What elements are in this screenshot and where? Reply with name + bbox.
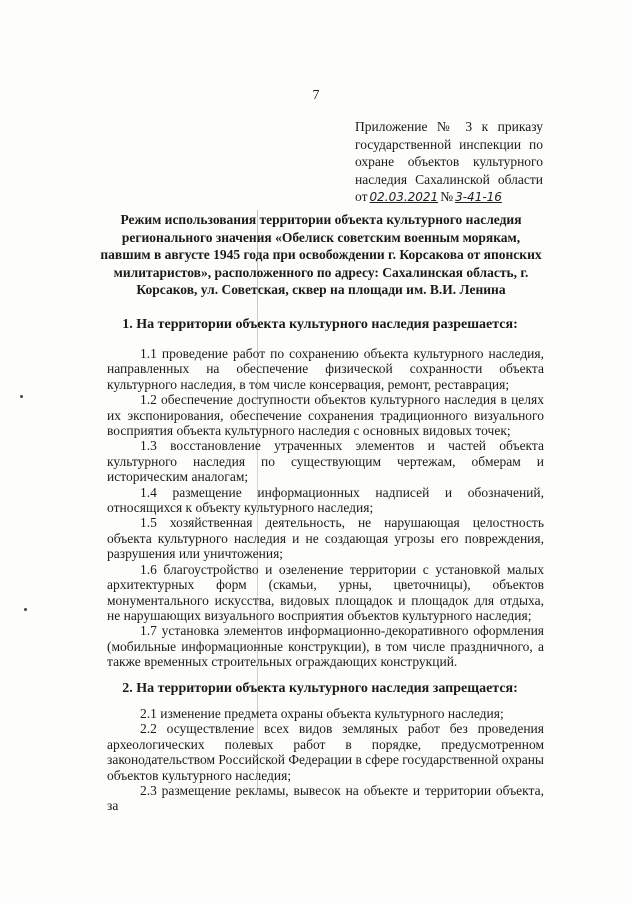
- section-1-body: [107, 346, 544, 670]
- list-item: 1.6 благоустройство и озеленение территории с установкой малых архитектурных форм (скамьи, урны, цветочницы), объектов монументального искусства, видовых площадок и площадок для отдыха, не нарушающих визуального восприятия объектов культурного наследия;: [107, 561, 544, 623]
- scan-speck: [20, 395, 23, 398]
- section-heading-1: 1. На территории объекта культурного наследия разрешается:: [122, 317, 518, 332]
- list-item: 2.2 осуществление всех видов земляных работ без проведения археологических полевых работ в порядке, предусмотренном законодательством Российской Федерации в сфере государственной охраны объектов культурного наследия;: [107, 721, 545, 783]
- list-item: 1.4 размещение информационных надписей и обозначений, относящихся к объекту культурного наследия;: [107, 484, 544, 516]
- appendix-text: Приложение № 3 к приказу государственной инспекции по охране объектов культурного наследия Сахалинской области: [355, 119, 543, 187]
- list-item: 1.2 обеспечение доступности объектов культурного наследия в целях их экспонирования, обеспечение сохранения традиционного визуального восприятия объекта культурного наследия с основных видовых точек;: [107, 392, 544, 439]
- section-heading-2: 2. На территории объекта культурного наследия запрещается:: [122, 681, 518, 696]
- section-2-body: [107, 706, 544, 814]
- scan-speck: [24, 608, 27, 611]
- list-item: 1.3 восстановление утраченных элементов и частей объекта культурного наследия по существующим чертежам, обмерам и историческим аналогам;: [107, 438, 544, 485]
- list-item: 1.7 установка элементов информационно-декоративного оформления (мобильные информационные конструкции), в том числе праздничного, а также временных строительных ограждающих конструкций.: [107, 623, 544, 670]
- appendix-number-label: №: [440, 189, 454, 204]
- document-title: Режим использования территории объекта культурного наследия регионального значения «Обелиск советским военным морякам, павшим в августе 1945 года при освобождении г. Корсакова от японских милитаристов», расположенного по адресу: Сахалинская область, г. Корсаков, ул. Советская, сквер на площади им. В.И. Ленина: [100, 212, 542, 297]
- list-item: 2.1 изменение предмета охраны объекта культурного наследия;: [140, 706, 504, 721]
- list-item: 1.1 проведение работ по сохранению объекта культурного наследия, направленных на обеспечение физической сохранности объекта культурного наследия, в том числе консервация, ремонт, реставрация;: [107, 346, 544, 392]
- appendix-note: [355, 118, 543, 207]
- appendix-from-label: от: [355, 189, 368, 204]
- handwritten-number: 3-41-16: [455, 190, 502, 204]
- page-number: 7: [312, 88, 320, 103]
- list-item: 2.3 размещение рекламы, вывесок на объекте и территории объекта, за: [107, 783, 544, 814]
- list-item: 1.5 хозяйственная деятельность, не нарушающая целостность объекта культурного наследия и не создающая угрозы его повреждения, разрушения или уничтожения;: [107, 515, 544, 562]
- handwritten-date: 02.03.2021: [369, 190, 439, 204]
